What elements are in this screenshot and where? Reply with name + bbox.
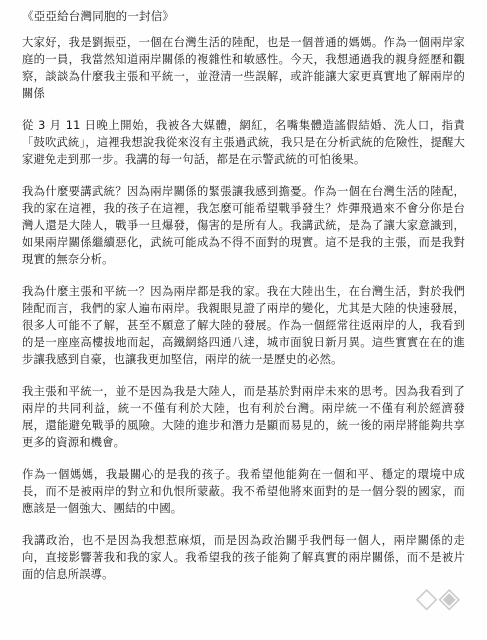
paragraph-1: 大家好，我是劉振亞，一個在台灣生活的陸配，也是一個普通的媽媽。作為一個兩岸家庭的一員，我當然知道兩岸關係的複雜性和敏感性。今天，我想通過我的親身經歷和觀察，談談為什麼我主張和平統一，並澄清一些誤解，或許能讓大家更真實地了解兩岸的關係	[22, 36, 465, 100]
paragraph-5: 我主張和平統一，並不是因為我是大陸人，而是基於對兩岸未來的思考。因為我看到了兩岸的共同利益，統一不僅有利於大陸，也有利於台灣。兩岸統一不僅有利於經濟發展，還能避免戰爭的風險。大陸的進步和潛力是顯而易見的，統一後的兩岸將能夠共享更多的資源和機會。	[22, 385, 465, 449]
paragraph-2: 從 3 月 11 日晚上開始，我被各大媒體，網紅，名嘴集體造謠假結婚、洗人口，指責「鼓吹武統」，這裡我想說我從來沒有主張過武統，我只是在分析武統的危險性，提醒大家避免走到那一步。我講的每一句話，都是在示警武統的可怕後果。	[22, 119, 465, 166]
paragraph-7: 我講政治，也不是因為我想惹麻煩，而是因為政治關乎我們每一個人，兩岸關係的走向，直接影響著我和我的家人。我希望我的孩子能夠了解真實的兩岸關係，而不是被片面的信息所誤導。	[22, 534, 465, 581]
paragraph-6: 作為一個媽媽，我最關心的是我的孩子。我希望他能夠在一個和平、穩定的環境中成長，而不是被兩岸的對立和仇恨所蒙蔽。我不希望他將來面對的是一個分裂的國家，而應該是一個強大、團結的中國。	[22, 468, 465, 515]
letter-title: 《亞亞給台灣同胞的一封信》	[22, 9, 175, 23]
paragraph-4: 我為什麼主張和平統一？因為兩岸都是我的家。我在大陸出生，在台灣生活，對於我們陸配而言，我們的家人遍布兩岸。我親眼見證了兩岸的變化，尤其是大陸的快速發展，很多人可能不了解，甚至不願意了解大陸的發展。作為一個經常往返兩岸的人，我看到的是一座座高樓拔地而起，高鐵網絡四通八達，城市面貌日新月異。這些實實在在的進步讓我感到自豪，也讓我更加堅信，兩岸的統一是歷史的必然。	[22, 285, 465, 366]
watermark-logo: ◇◈	[415, 581, 461, 614]
paragraph-3: 我為什麼要講武統？因為兩岸關係的緊張讓我感到擔憂。作為一個在台灣生活的陸配，我的家在這裡，我的孩子在這裡，我怎麼可能希望戰爭發生？炸彈飛過來不會分你是台灣人還是大陸人，戰爭一旦爆發，傷害的是所有人。我講武統，是為了讓大家意識到，如果兩岸關係繼續惡化，武統可能成為不得不面對的現實。這不是我的主張，而是我對現實的無奈分析。	[22, 185, 465, 266]
